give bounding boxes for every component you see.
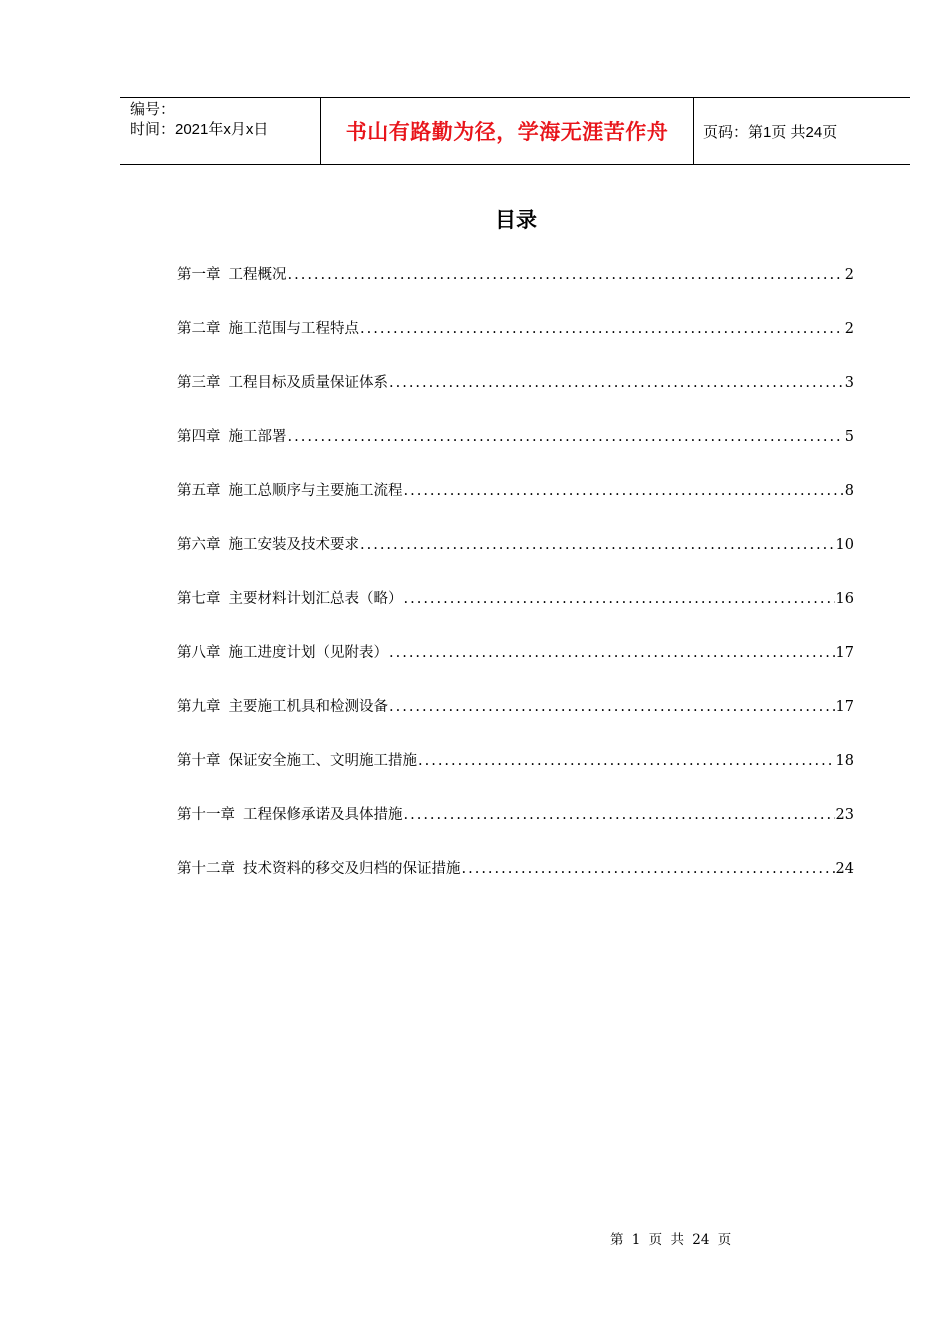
toc-chapter-number: 第一章	[177, 267, 221, 283]
toc-dot-leader	[389, 640, 835, 667]
toc-item[interactable]	[177, 424, 854, 478]
toc-dot-leader	[389, 370, 844, 397]
document-number-label: 编号：	[130, 101, 176, 118]
page-footer: 第 1 页 共 24 页	[610, 1232, 732, 1248]
toc-dot-leader	[389, 694, 835, 721]
toc-chapter-title: 工程目标及质量保证体系	[228, 375, 388, 391]
header-meta	[120, 98, 321, 164]
toc-chapter-title: 主要材料计划汇总表（略）	[228, 591, 403, 607]
toc-chapter-title: 保证安全施工、文明施工措施	[228, 753, 417, 769]
toc-chapter-number: 第八章	[177, 645, 221, 661]
toc-dot-leader	[404, 586, 835, 613]
toc-page-number: 10	[835, 537, 854, 553]
toc-page-number: 8	[844, 483, 854, 499]
toc-chapter-number: 第十一章	[177, 807, 235, 823]
table-of-contents	[177, 262, 854, 910]
toc-chapter-title: 施工部署	[228, 429, 287, 445]
toc-page-number: 2	[844, 267, 854, 283]
toc-dot-leader	[418, 748, 835, 775]
toc-title: 目录	[495, 208, 537, 232]
toc-chapter-title: 施工安装及技术要求	[228, 537, 359, 553]
toc-chapter-title: 工程概况	[228, 267, 287, 283]
toc-item[interactable]	[177, 802, 854, 856]
toc-page-number: 17	[835, 699, 854, 715]
toc-chapter-number: 第四章	[177, 429, 221, 445]
toc-dot-leader	[360, 316, 844, 343]
toc-item[interactable]	[177, 856, 854, 910]
toc-item[interactable]	[177, 370, 854, 424]
toc-item[interactable]	[177, 640, 854, 694]
toc-item[interactable]	[177, 748, 854, 802]
toc-chapter-number: 第九章	[177, 699, 221, 715]
toc-dot-leader	[404, 802, 835, 829]
document-header	[120, 97, 910, 165]
toc-item[interactable]	[177, 316, 854, 370]
toc-dot-leader	[360, 532, 835, 559]
toc-page-number: 18	[835, 753, 854, 769]
toc-page-number: 5	[844, 429, 854, 445]
header-page-info: 页码：第1页 共24页	[703, 123, 838, 141]
toc-item[interactable]	[177, 532, 854, 586]
toc-item[interactable]	[177, 694, 854, 748]
toc-dot-leader	[462, 856, 835, 883]
toc-chapter-title: 工程保修承诺及具体措施	[243, 807, 403, 823]
toc-page-number: 16	[835, 591, 854, 607]
toc-page-number: 2	[844, 321, 854, 337]
toc-item[interactable]	[177, 262, 854, 316]
toc-page-number: 24	[835, 861, 854, 877]
toc-chapter-title: 施工范围与工程特点	[228, 321, 359, 337]
toc-chapter-number: 第十二章	[177, 861, 235, 877]
header-motto: 书山有路勤为径，学海无涯苦作舟	[321, 98, 694, 164]
toc-chapter-title: 施工进度计划（见附表）	[228, 645, 388, 661]
toc-dot-leader	[288, 424, 844, 451]
toc-item[interactable]	[177, 478, 854, 532]
toc-chapter-number: 第五章	[177, 483, 221, 499]
toc-chapter-number: 第七章	[177, 591, 221, 607]
toc-page-number: 3	[844, 375, 854, 391]
toc-chapter-number: 第三章	[177, 375, 221, 391]
toc-dot-leader	[404, 478, 844, 505]
toc-chapter-title: 施工总顺序与主要施工流程	[228, 483, 403, 499]
toc-page-number: 23	[835, 807, 854, 823]
toc-chapter-number: 第二章	[177, 321, 221, 337]
toc-chapter-title: 技术资料的移交及归档的保证措施	[243, 861, 461, 877]
toc-chapter-number: 第六章	[177, 537, 221, 553]
toc-item[interactable]	[177, 586, 854, 640]
toc-dot-leader	[288, 262, 844, 289]
document-time-label: 时间：2021年x月x日	[130, 121, 269, 138]
toc-chapter-title: 主要施工机具和检测设备	[228, 699, 388, 715]
toc-chapter-number: 第十章	[177, 753, 221, 769]
toc-page-number: 17	[835, 645, 854, 661]
